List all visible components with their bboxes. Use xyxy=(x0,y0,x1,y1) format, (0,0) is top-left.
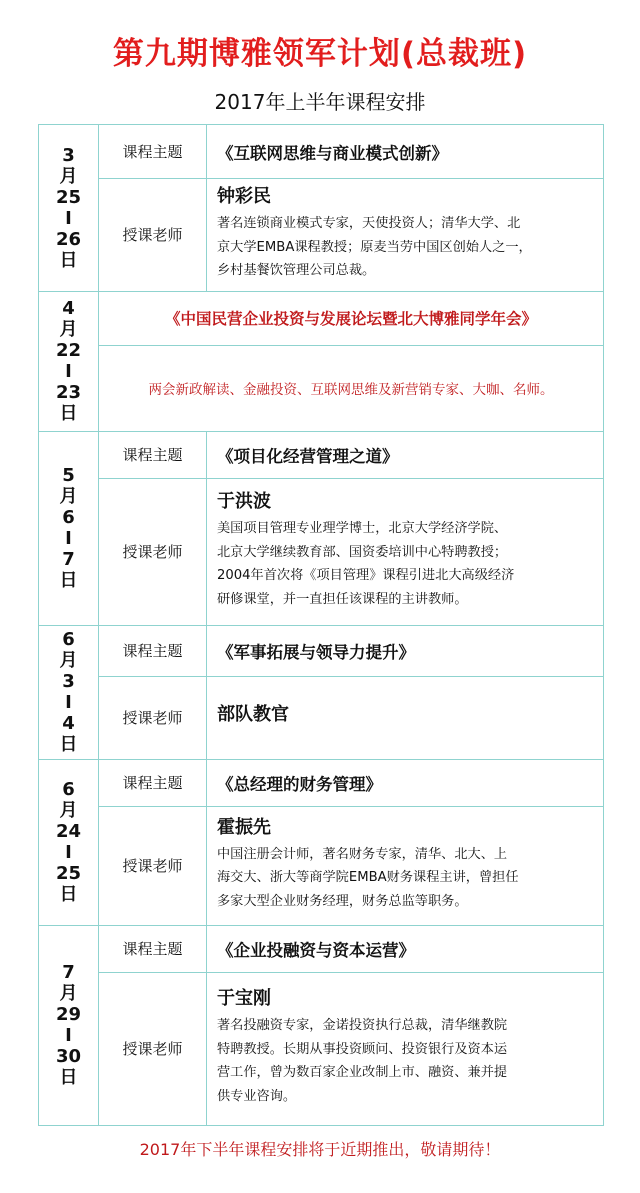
teacher-description: 中国注册会计师，著名财务专家，清华、北大、上 海交大、浙大等商学院EMBA财务课程主讲，曾担任 多家大型企业财务经理，财务总监等职务。 xyxy=(217,846,519,909)
table-row xyxy=(39,431,604,478)
course-topic: 《企业投融资与资本运营》 xyxy=(207,925,604,972)
topic-label: 课程主题 xyxy=(99,431,207,478)
table-row xyxy=(39,291,604,345)
event-title: 《中国民营企业投资与发展论坛暨北大博雅同学年会》 xyxy=(99,291,604,345)
teacher-cell xyxy=(207,478,604,625)
course-topic: 《互联网思维与商业模式创新》 xyxy=(207,125,604,179)
teacher-name: 于洪波 xyxy=(217,491,271,512)
session-date: 5 月 6 I 7 日 xyxy=(39,431,99,625)
table-row xyxy=(39,345,604,431)
course-topic: 《项目化经营管理之道》 xyxy=(207,431,604,478)
session-date: 3 月 25 I 26 日 xyxy=(39,125,99,292)
topic-label: 课程主题 xyxy=(99,925,207,972)
topic-label: 课程主题 xyxy=(99,125,207,179)
teacher-cell xyxy=(207,179,604,292)
table-row xyxy=(39,478,604,625)
schedule-table xyxy=(38,124,604,1126)
table-row xyxy=(39,676,604,759)
page-title: 第九期博雅领军计划(总裁班) xyxy=(112,36,528,72)
table-row xyxy=(39,806,604,925)
teacher-label: 授课老师 xyxy=(99,676,207,759)
teacher-cell xyxy=(207,972,604,1125)
teacher-cell xyxy=(207,676,604,759)
session-date: 6 月 24 I 25 日 xyxy=(39,759,99,925)
event-description: 两会新政解读、金融投资、互联网思维及新营销专家、大咖、名师。 xyxy=(99,345,604,431)
course-topic: 《总经理的财务管理》 xyxy=(207,759,604,806)
teacher-name: 部队教官 xyxy=(217,704,289,725)
teacher-description: 著名连锁商业模式专家，天使投资人；清华大学、北 京大学EMBA课程教授；原麦当劳中国区创始人之一， 乡村基餐饮管理公司总裁。 xyxy=(217,216,532,278)
teacher-description: 美国项目管理专业理学博士，北京大学经济学院、 北京大学继续教育部、国资委培训中心特聘教授； 2004年首次将《项目管理》课程引进北大高级经济 研修课堂，并一直担任该课程的主讲教师。 xyxy=(217,521,515,607)
teacher-label: 授课老师 xyxy=(99,972,207,1125)
footer-note: 2017年下半年课程安排将于近期推出，敬请期待！ xyxy=(139,1140,501,1159)
session-date: 6 月 3 I 4 日 xyxy=(39,625,99,759)
teacher-label: 授课老师 xyxy=(99,478,207,625)
session-date: 4 月 22 I 23 日 xyxy=(39,291,99,431)
teacher-description: 著名投融资专家，金诺投资执行总裁，清华继教院 特聘教授。长期从事投资顾问、投资银行及资本运 营工作，曾为数百家企业改制上市、融资、兼并提 供专业咨询。 xyxy=(217,1018,508,1104)
session-date: 7 月 29 I 30 日 xyxy=(39,925,99,1125)
table-row xyxy=(39,925,604,972)
teacher-name: 钟彩民 xyxy=(217,186,271,207)
table-row xyxy=(39,972,604,1125)
teacher-name: 霍振先 xyxy=(217,816,271,838)
table-row xyxy=(39,125,604,179)
teacher-label: 授课老师 xyxy=(99,806,207,925)
table-row xyxy=(39,625,604,676)
page-subtitle: 2017年上半年课程安排 xyxy=(214,90,426,114)
topic-label: 课程主题 xyxy=(99,759,207,806)
teacher-label: 授课老师 xyxy=(99,179,207,292)
teacher-cell xyxy=(207,806,604,925)
course-topic: 《军事拓展与领导力提升》 xyxy=(207,625,604,676)
topic-label: 课程主题 xyxy=(99,625,207,676)
table-row xyxy=(39,179,604,292)
table-row xyxy=(39,759,604,806)
teacher-name: 于宝刚 xyxy=(217,988,271,1009)
